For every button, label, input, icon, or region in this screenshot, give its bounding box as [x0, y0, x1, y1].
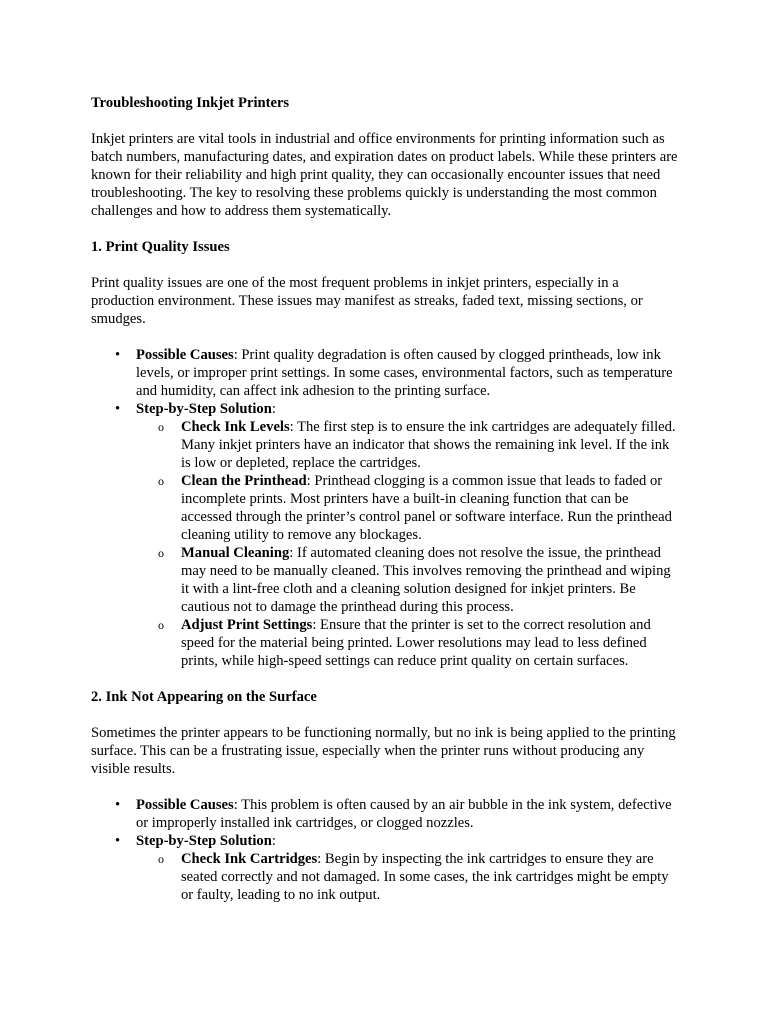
step-label: Check Ink Levels — [181, 419, 290, 435]
solution-colon: : — [271, 833, 276, 849]
section-2-heading: 2. Ink Not Appearing on the Surface — [91, 689, 317, 705]
step-label: Adjust Print Settings — [181, 617, 313, 633]
step-label: Clean the Printhead — [181, 473, 307, 489]
list-item-solution — [91, 832, 680, 904]
step-text: : Printhead clogging is a common issue that leads to faded or incomplete prints. Most printers have a built-in cleaning function that can be accessed through the printer’s control panel or software interface. Run the printhead cleaning utility to remove any blockages. — [181, 473, 672, 543]
step-item — [136, 616, 680, 670]
intro-paragraph: Inkjet printers are vital tools in industrial and office environments for printing information such as batch numbers, manufacturing dates, and expiration dates on product labels. While these printers are known for their reliability and high print quality, they can occasionally encounter issues that need troubleshooting. The key to resolving these problems quickly is understanding the most common challenges and how to address them systematically. — [91, 131, 678, 219]
section-1-steps — [136, 418, 680, 670]
step-text: : Ensure that the printer is set to the correct resolution and speed for the material being printed. Lower resolutions may lead to less defined prints, while high-speed settings can reduce print quality on certain surfaces. — [181, 617, 651, 669]
step-item — [136, 850, 680, 904]
section-2-paragraph: Sometimes the printer appears to be functioning normally, but no ink is being applied to the printing surface. This can be a frustrating issue, especially when the printer runs without producing any visible results. — [91, 725, 676, 777]
section-1-paragraph: Print quality issues are one of the most frequent problems in inkjet printers, especially in a production environment. These issues may manifest as streaks, faded text, missing sections, or smudges. — [91, 275, 643, 327]
causes-label: Possible Causes — [136, 797, 234, 813]
step-text: : The first step is to ensure the ink cartridges are adequately filled. Many inkjet printers have an indicator that shows the remaining ink level. If the ink is low or depleted, replace the cartridges. — [181, 419, 676, 471]
solution-colon: : — [271, 401, 276, 417]
list-item-causes — [91, 796, 680, 832]
causes-text: : This problem is often caused by an air bubble in the ink system, defective or improperly installed ink cartridges, or clogged nozzles. — [136, 797, 672, 831]
step-item — [136, 544, 680, 616]
document-title: Troubleshooting Inkjet Printers — [91, 95, 290, 111]
step-text: : Begin by inspecting the ink cartridges to ensure they are seated correctly and not damaged. In some cases, the ink cartridges might be empty or faulty, leading to no ink output. — [181, 851, 669, 903]
section-2-list — [91, 796, 680, 904]
solution-label: Step-by-Step Solution — [136, 833, 272, 849]
step-label: Check Ink Cartridges — [181, 851, 318, 867]
step-text: : If automated cleaning does not resolve the issue, the printhead may need to be manually cleaned. This involves removing the printhead and wiping it with a lint-free cloth and a cleaning solution designed for inkjet printers. Be cautious not to damage the printhead during this process. — [181, 545, 671, 615]
section-1-heading: 1. Print Quality Issues — [91, 239, 230, 255]
list-item-causes — [91, 346, 680, 400]
section-1-list — [91, 346, 680, 670]
step-item — [136, 418, 680, 472]
list-item-solution — [91, 400, 680, 670]
causes-text: : Print quality degradation is often caused by clogged printheads, low ink levels, or improper print settings. In some cases, environmental factors, such as temperature and humidity, can affect ink adhesion to the printing surface. — [136, 347, 673, 399]
step-item — [136, 472, 680, 544]
causes-label: Possible Causes — [136, 347, 234, 363]
solution-label: Step-by-Step Solution — [136, 401, 272, 417]
section-2-steps — [136, 850, 680, 904]
step-label: Manual Cleaning — [181, 545, 290, 561]
